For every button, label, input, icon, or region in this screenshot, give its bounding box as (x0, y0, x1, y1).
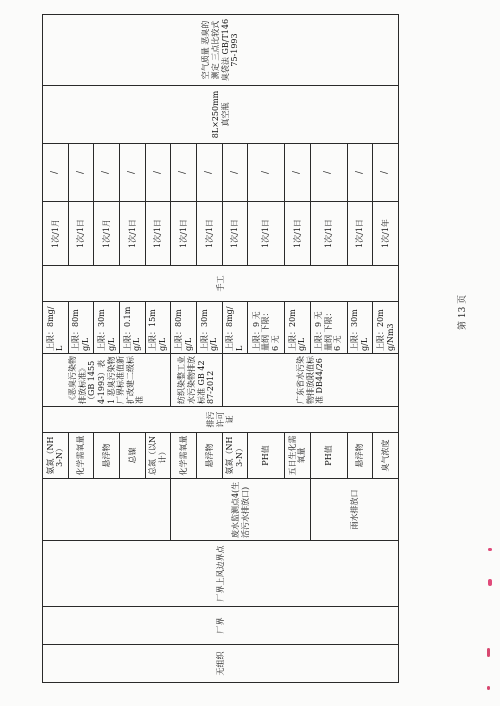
slash-cell: / (285, 144, 311, 202)
standard-cell: 纺织染整工业水污染物排放标准 GB 4287-2012 (171, 354, 222, 407)
pollutant-cell: 化学需氧量 (171, 433, 197, 479)
row-label-point: 厂界上风边界点 (43, 541, 399, 607)
frequency-cell: 1次/1日 (310, 202, 347, 266)
pollutant-cell: 悬浮物 (197, 433, 223, 479)
rotated-table-wrapper (42, 15, 399, 683)
frequency-cell: 1次/1日 (248, 202, 285, 266)
slash-cell: / (248, 144, 285, 202)
method-cell: 空气质量 恶臭的测定 三点比较式臭袋法 GB/T14675-1993 (43, 15, 399, 86)
pollutant-cell: 五日生化需氧量 (285, 433, 311, 479)
page-number: 第 13 页 (458, 294, 468, 330)
red-mark (488, 548, 492, 551)
limit-cell: 上限：80mg/L (68, 302, 94, 354)
slash-cell: / (145, 144, 171, 202)
slash-cell: / (43, 144, 69, 202)
pollutant-cell: 悬浮物 (347, 433, 373, 479)
pollutant-cell: PH值 (310, 433, 347, 479)
frequency-cell: 1次/1日 (222, 202, 248, 266)
slash-cell: / (310, 144, 347, 202)
pollutant-cell: 氨氮（NH3-N） (43, 433, 69, 479)
manual-cell: 手工 (43, 266, 399, 302)
limit-cell: 上限：0.1mg/L (120, 302, 146, 354)
frequency-cell: 1次/1日 (171, 202, 197, 266)
monitor-point: 雨水排放口 (310, 479, 398, 541)
standard-cell: 广东省水污染物排放限值标准 DB44/26 (222, 354, 398, 407)
limit-cell: 上限：8mg/L (222, 302, 248, 354)
pollutant-cell: 总氮（以N计） (145, 433, 171, 479)
permit-cell: 排污许可证 (43, 407, 399, 433)
limit-cell: 上限：20mg/L (285, 302, 311, 354)
frequency-cell: 1次/1年 (373, 202, 399, 266)
table-row (43, 15, 69, 683)
frequency-cell: 1次/1日 (285, 202, 311, 266)
pollutant-cell: 氨氮（NH3-N） (222, 433, 248, 479)
frequency-cell: 1次/1月 (94, 202, 120, 266)
standard-cell: 《恶臭污染物排放标准》（GB 14554-1993）表1 恶臭污染物厂界标准值新扩改建二级标准 (43, 354, 171, 407)
frequency-cell: 1次/1日 (145, 202, 171, 266)
container-cell: 8L×250mm 真空瓶 (43, 86, 399, 144)
limit-cell: 上限：30mg/L (347, 302, 373, 354)
slash-cell: / (120, 144, 146, 202)
row-label-outer: 无组织 (43, 645, 399, 683)
pollutant-cell: 悬浮物 (94, 433, 120, 479)
slash-cell: / (171, 144, 197, 202)
monitoring-table (42, 14, 399, 683)
slash-cell: / (197, 144, 223, 202)
frequency-cell: 1次/1日 (68, 202, 94, 266)
pollutant-cell: 化学需氧量 (68, 433, 94, 479)
pollutant-cell: 臭气浓度 (373, 433, 399, 479)
pollutant-cell: 总镍 (120, 433, 146, 479)
frequency-cell: 1次/1日 (347, 202, 373, 266)
limit-cell: 上限：15mg/L (145, 302, 171, 354)
red-mark (488, 579, 492, 586)
limit-cell: 上限：30mg/L (197, 302, 223, 354)
pollutant-cell: PH值 (248, 433, 285, 479)
slash-cell: / (347, 144, 373, 202)
frequency-cell: 1次/1月 (43, 202, 69, 266)
slash-cell: / (373, 144, 399, 202)
monitor-point: 废水监测点4(生活污水排放口) (171, 479, 310, 541)
red-mark (487, 686, 490, 690)
red-mark (487, 648, 490, 657)
limit-cell: 上限：9 无量纲 下限：6 无 (248, 302, 285, 354)
limit-cell: 上限：9 无量纲 下限：6 无 (310, 302, 347, 354)
limit-cell: 上限：8mg/L (43, 302, 69, 354)
row-label-site: 厂界 (43, 607, 399, 645)
empty-cell (43, 479, 171, 541)
slash-cell: / (222, 144, 248, 202)
frequency-cell: 1次/1日 (120, 202, 146, 266)
limit-cell: 上限：20mg/Nm3 (373, 302, 399, 354)
limit-cell: 上限：30mg/L (94, 302, 120, 354)
slash-cell: / (68, 144, 94, 202)
limit-cell: 上限：80mg/L (171, 302, 197, 354)
frequency-cell: 1次/1日 (197, 202, 223, 266)
slash-cell: / (94, 144, 120, 202)
